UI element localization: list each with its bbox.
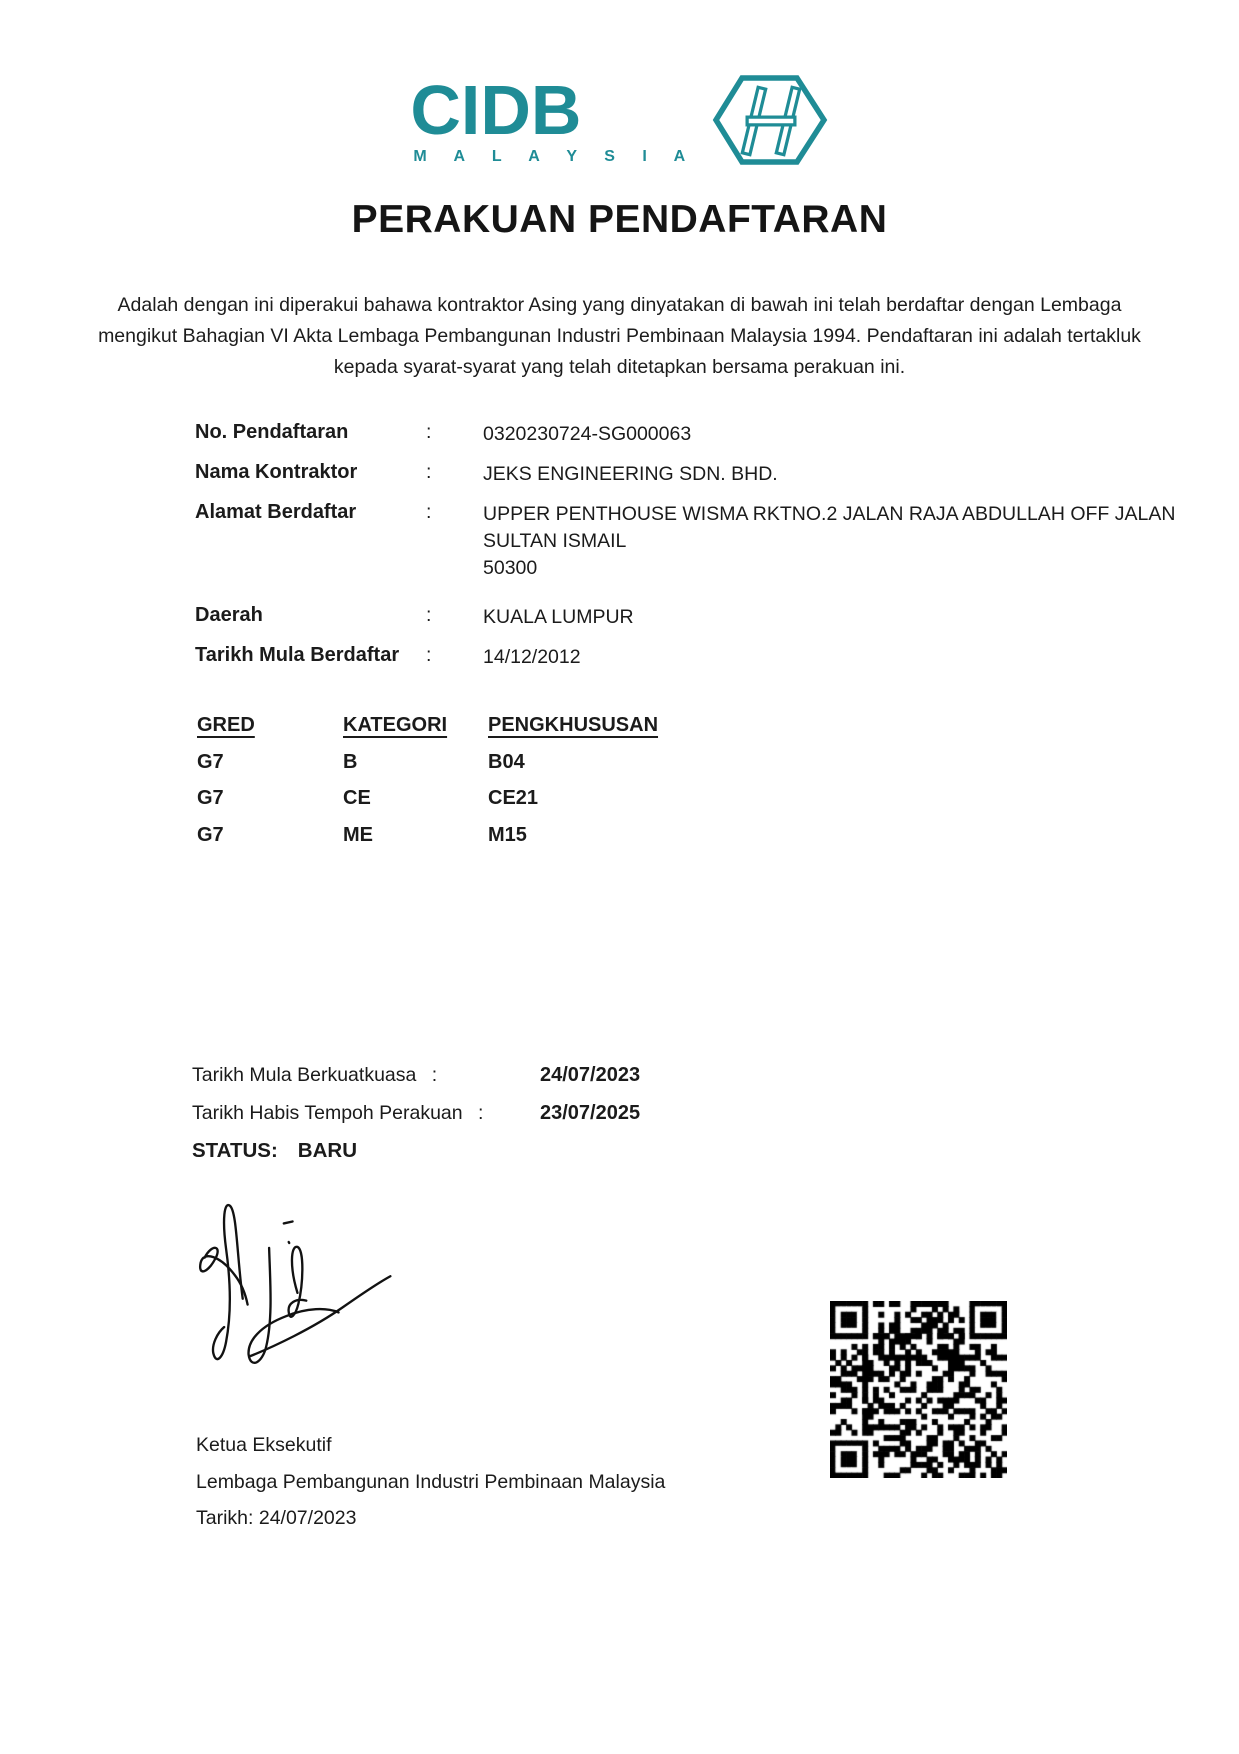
cell-gred: G7 xyxy=(197,750,224,773)
field-label: Nama Kontraktor xyxy=(195,461,358,483)
validity-end-row xyxy=(192,1102,641,1125)
validity-start-label: Tarikh Mula Berkuatkuasa xyxy=(192,1064,417,1086)
field-value: KUALA LUMPUR xyxy=(483,606,634,628)
cell-kategori: CE xyxy=(343,787,371,809)
field-row-registered-address xyxy=(195,501,1179,582)
colon: : xyxy=(426,604,432,626)
footer-block xyxy=(196,1427,665,1537)
validity-start-value: 24/07/2023 xyxy=(540,1064,641,1086)
signature-image xyxy=(190,1198,402,1374)
qr-code xyxy=(830,1301,1007,1478)
field-value: 0320230724-SG000063 xyxy=(483,423,692,445)
colon: : xyxy=(478,1102,484,1124)
field-row-registration-no xyxy=(195,421,1179,448)
colon: : xyxy=(426,501,432,523)
field-value xyxy=(483,501,1179,582)
cidb-logo xyxy=(0,72,1239,168)
field-row-district xyxy=(195,604,1179,631)
certificate-title: PERAKUAN PENDAFTARAN xyxy=(351,198,888,241)
cell-gred: G7 xyxy=(197,787,224,809)
validity-end-value: 23/07/2025 xyxy=(540,1102,641,1124)
field-label: Alamat Berdaftar xyxy=(195,501,357,523)
field-value: 14/12/2012 xyxy=(483,646,581,668)
colon: : xyxy=(426,644,432,666)
table-header-gred: GRED xyxy=(197,714,255,736)
field-row-contractor-name xyxy=(195,461,1179,488)
colon: : xyxy=(431,1064,438,1086)
footer-signatory-title: Ketua Eksekutif xyxy=(196,1434,332,1456)
validity-end-label: Tarikh Habis Tempoh Perakuan xyxy=(192,1102,463,1124)
footer-organization: Lembaga Pembangunan Industri Pembinaan Malaysia xyxy=(196,1470,666,1493)
cidb-hexagon-icon xyxy=(711,72,829,168)
address-line-3: 50300 xyxy=(483,557,538,579)
status-label: STATUS: xyxy=(192,1139,278,1162)
cell-pengkhususan: B04 xyxy=(488,750,525,773)
validity-start-row xyxy=(192,1064,641,1087)
colon: : xyxy=(426,421,432,443)
table-header-pengkhususan: PENGKHUSUSAN xyxy=(488,714,659,736)
field-label: No. Pendaftaran xyxy=(195,421,349,443)
cidb-malaysia-text: M A L A Y S I A xyxy=(413,148,697,165)
status-badge: BARU xyxy=(297,1139,358,1162)
field-row-registration-date xyxy=(195,644,1179,671)
cell-pengkhususan: CE21 xyxy=(488,787,539,809)
address-line-1: UPPER PENTHOUSE WISMA RKTNO.2 JALAN RAJA ABDULLAH OFF JALAN xyxy=(483,503,1176,525)
cell-pengkhususan: M15 xyxy=(488,823,527,846)
field-label: Tarikh Mula Berdaftar xyxy=(195,644,400,666)
cidb-wordmark xyxy=(410,71,697,166)
colon: : xyxy=(426,461,432,483)
cidb-brand-text: CIDB xyxy=(410,71,582,149)
status-row xyxy=(192,1139,357,1163)
cell-kategori: ME xyxy=(343,823,373,846)
grading-table xyxy=(197,714,658,846)
field-label: Daerah xyxy=(195,604,263,626)
cell-gred: G7 xyxy=(197,823,224,846)
field-value: JEKS ENGINEERING SDN. BHD. xyxy=(483,463,778,485)
cell-kategori: B xyxy=(343,750,358,773)
address-line-2: SULTAN ISMAIL xyxy=(483,530,627,552)
table-header-kategori: KATEGORI xyxy=(343,714,448,736)
intro-paragraph: Adalah dengan ini diperakui bahawa kontraktor Asing yang dinyatakan di bawah ini telah berdaftar dengan Lembaga mengikut Bahagian VI Akta Lembaga Pembangunan Industri Pembinaan Malaysia 1994. Pendaftaran ini adalah tertakluk kepada syarat-syarat yang telah ditetapkan bersama perakuan ini. xyxy=(98,294,1141,378)
footer-date: Tarikh: 24/07/2023 xyxy=(196,1507,357,1529)
